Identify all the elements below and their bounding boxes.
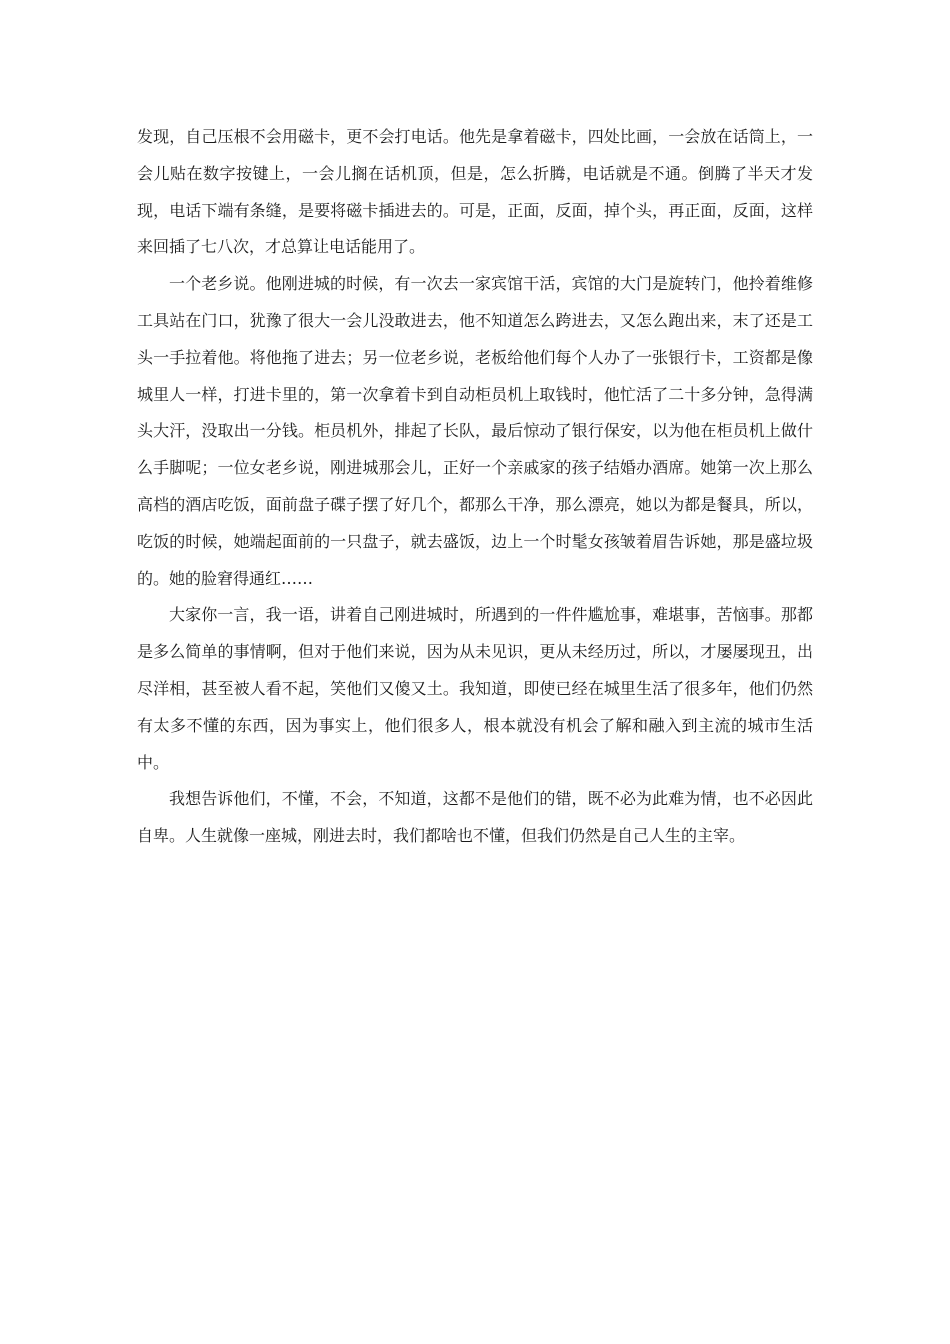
document-body (137, 119, 813, 855)
paragraph-4: 我想告诉他们，不懂，不会，不知道，这都不是他们的错，既不必为此难为情，也不必因此自卑。人生就像一座城，刚进去时，我们都啥也不懂，但我们仍然是自己人生的主宰。 (137, 789, 813, 846)
paragraph-3: 大家你一言，我一语，讲着自己刚进城时，所遇到的一件件尴尬事，难堪事，苦恼事。那都是多么简单的事情啊，但对于他们来说，因为从未见识，更从未经历过，所以，才屡屡现丑，出尽洋相，甚至被人看不起，笑他们又傻又土。我知道，即使已经在城里生活了很多年，他们仍然有太多不懂的东西，因为事实上，他们很多人，根本就没有机会了解和融入到主流的城市生活中。 (137, 605, 813, 772)
paragraph-2: 一个老乡说。他刚进城的时候，有一次去一家宾馆干活，宾馆的大门是旋转门，他拎着维修工具站在门口，犹豫了很大一会儿没敢进去，他不知道怎么跨进去，又怎么跑出来，末了还是工头一手拉着他。将他拖了进去；另一位老乡说，老板给他们每个人办了一张银行卡，工资都是像城里人一样，打进卡里的，第一次拿着卡到自动柜员机上取钱时，他忙活了二十多分钟，急得满头大汗，没取出一分钱。柜员机外，排起了长队，最后惊动了银行保安，以为他在柜员机上做什么手脚呢；一位女老乡说，刚进城那会儿，正好一个亲戚家的孩子结婚办酒席。她第一次上那么高档的酒店吃饭，面前盘子碟子摆了好几个，都那么干净，那么漂亮，她以为都是餐具，所以，吃饭的时候，她端起面前的一只盘子，就去盛饭，边上一个时髦女孩皱着眉告诉她，那是盛垃圾的。她的脸窘得通红…… (137, 274, 813, 588)
paragraph-1: 发现，自己压根不会用磁卡，更不会打电话。他先是拿着磁卡，四处比画，一会放在话筒上，一会儿贴在数字按键上，一会儿搁在话机顶，但是，怎么折腾，电话就是不通。倒腾了半天才发现，电话下端有条缝，是要将磁卡插进去的。可是，正面，反面，掉个头，再正面，反面，这样来回插了七八次，才总算让电话能用了。 (137, 127, 813, 257)
